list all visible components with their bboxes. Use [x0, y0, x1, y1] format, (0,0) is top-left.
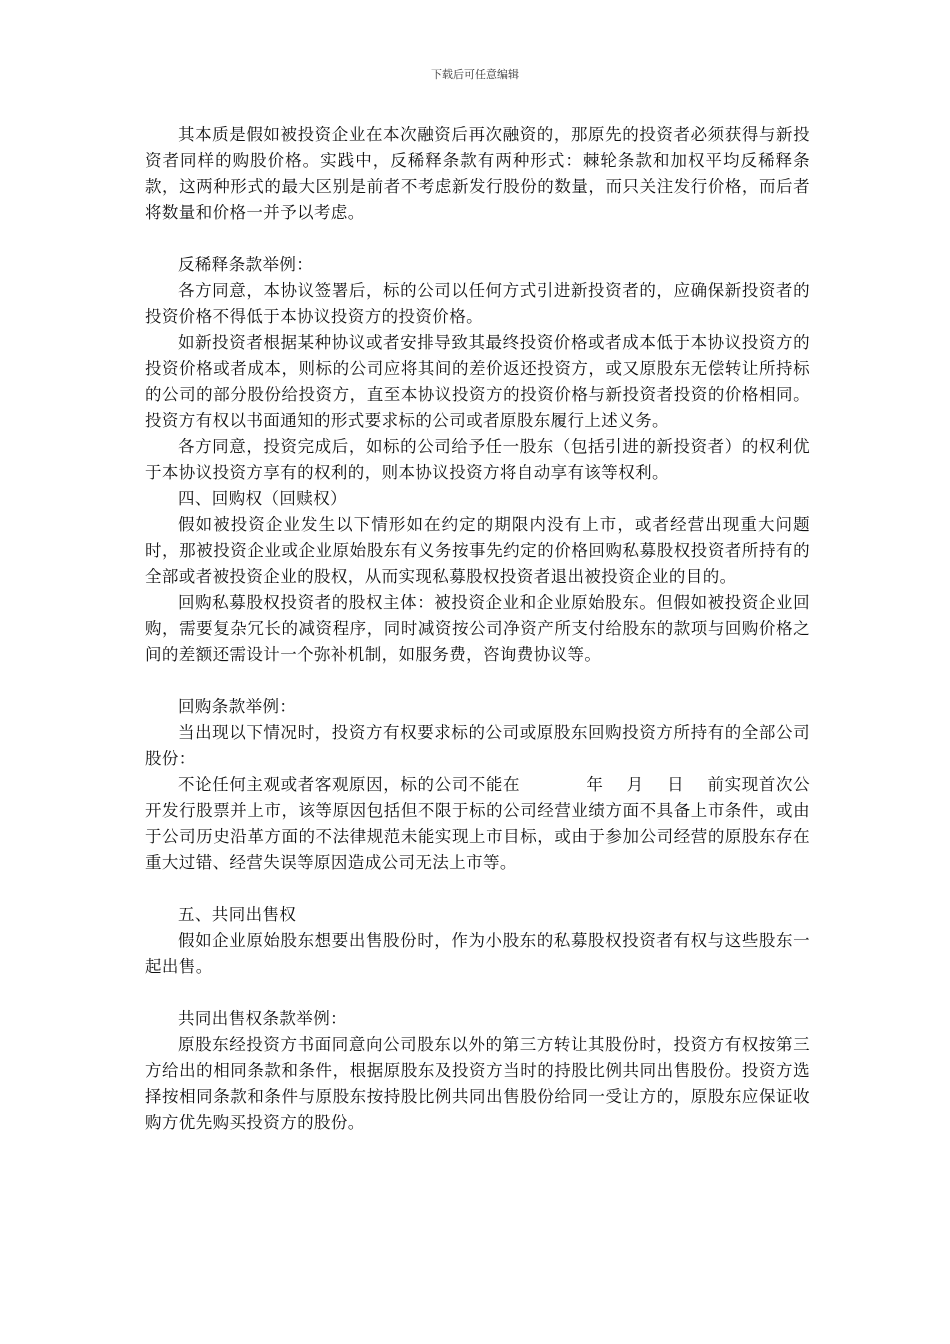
month-label: 月 [626, 775, 644, 794]
blank-line [145, 876, 810, 902]
paragraph-anti-dilution-essence: 其本质是假如被投资企业在本次融资后再次融资的，那原先的投资者必须获得与新投资者同样的购股价格。实践中，反稀释条款有两种形式：棘轮条款和加权平均反稀释条款，这两种形式的最大区别是前者不考虑新发行股份的数量，而只关注发行价格，而后者将数量和价格一并予以考虑。 [145, 125, 810, 222]
heading-tag-along-example: 共同出售权条款举例： [178, 1009, 347, 1028]
section-heading-redemption: 四、回购权（回赎权） [178, 489, 347, 508]
paragraph-tag-along-definition: 假如企业原始股东想要出售股份时，作为小股东的私募股权投资者有权与这些股东一起出售。 [145, 931, 810, 976]
paragraph-anti-dilution-clause-3: 各方同意，投资完成后，如标的公司给予任一股东（包括引进的新投资者）的权利优于本协议投资方享有的权利的，则本协议投资方将自动享有该等权利。 [145, 437, 810, 482]
blank-line [145, 668, 810, 694]
day-label: 日 [666, 775, 685, 794]
blank-line [145, 980, 810, 1006]
paragraph-anti-dilution-clause-2: 如新投资者根据某种协议或者安排导致其最终投资价格或者成本低于本协议投资方的投资价格或者成本，则标的公司应将其间的差价返还投资方，或又原股东无偿转让所持标的公司的部分股份给投资方，直至本协议投资方的投资价格与新投资者投资的价格相同。投资方有权以书面通知的形式要求标的公司或者原股东履行上述义务。 [145, 333, 810, 430]
paragraph-tag-along-clause: 原股东经投资方书面同意向公司股东以外的第三方转让其股份时，投资方有权按第三方给出的相同条款和条件，根据原股东及投资方当时的持股比例共同出售股份。投资方选择按相同条款和条件与原股东按持股比例共同出售股份给同一受让方的，原股东应保证收购方优先购买投资方的股份。 [145, 1035, 810, 1132]
paragraph-redemption-definition: 假如被投资企业发生以下情形如在约定的期限内没有上市，或者经营出现重大问题时，那被投资企业或企业原始股东有义务按事先约定的价格回购私募股权投资者所持有的全部或者被投资企业的股权，从而实现私募股权投资者退出被投资企业的目的。 [145, 515, 810, 586]
document-body [145, 122, 810, 1136]
paragraph-redemption-ipo-deadline [145, 772, 810, 876]
heading-anti-dilution-example: 反稀释条款举例： [178, 255, 314, 274]
year-label: 年 [586, 775, 604, 794]
paragraph-redemption-condition: 当出现以下情况时，投资方有权要求标的公司或原股东回购投资方所持有的全部公司股份： [145, 723, 810, 768]
page-header: 下载后可任意编辑 [431, 68, 519, 81]
ipo-clause-rest: 前实现首次公开发行股票并上市，该等原因包括但不限于标的公司经营业绩方面不具备上市条件，或由于公司历史沿革方面的不法律规范未能实现上市目标，或由于参加公司经营的原股东存在重大过错、经营失误等原因造成公司无法上市等。 [145, 775, 810, 872]
heading-redemption-example: 回购条款举例： [178, 697, 297, 716]
ipo-clause-start: 不论任何主观或者客观原因，标的公司不能在 [178, 775, 521, 794]
blank-line [145, 226, 810, 252]
paragraph-redemption-subject: 回购私募股权投资者的股权主体：被投资企业和企业原始股东。但假如被投资企业回购，需要复杂冗长的减资程序，同时减资按公司净资产所支付给股东的款项与回购价格之间的差额还需设计一个弥补机制，如服务费，咨询费协议等。 [145, 593, 810, 664]
section-heading-tag-along: 五、共同出售权 [178, 905, 297, 924]
paragraph-anti-dilution-clause-1: 各方同意，本协议签署后，标的公司以任何方式引进新投资者的，应确保新投资者的投资价格不得低于本协议投资方的投资价格。 [145, 281, 810, 326]
